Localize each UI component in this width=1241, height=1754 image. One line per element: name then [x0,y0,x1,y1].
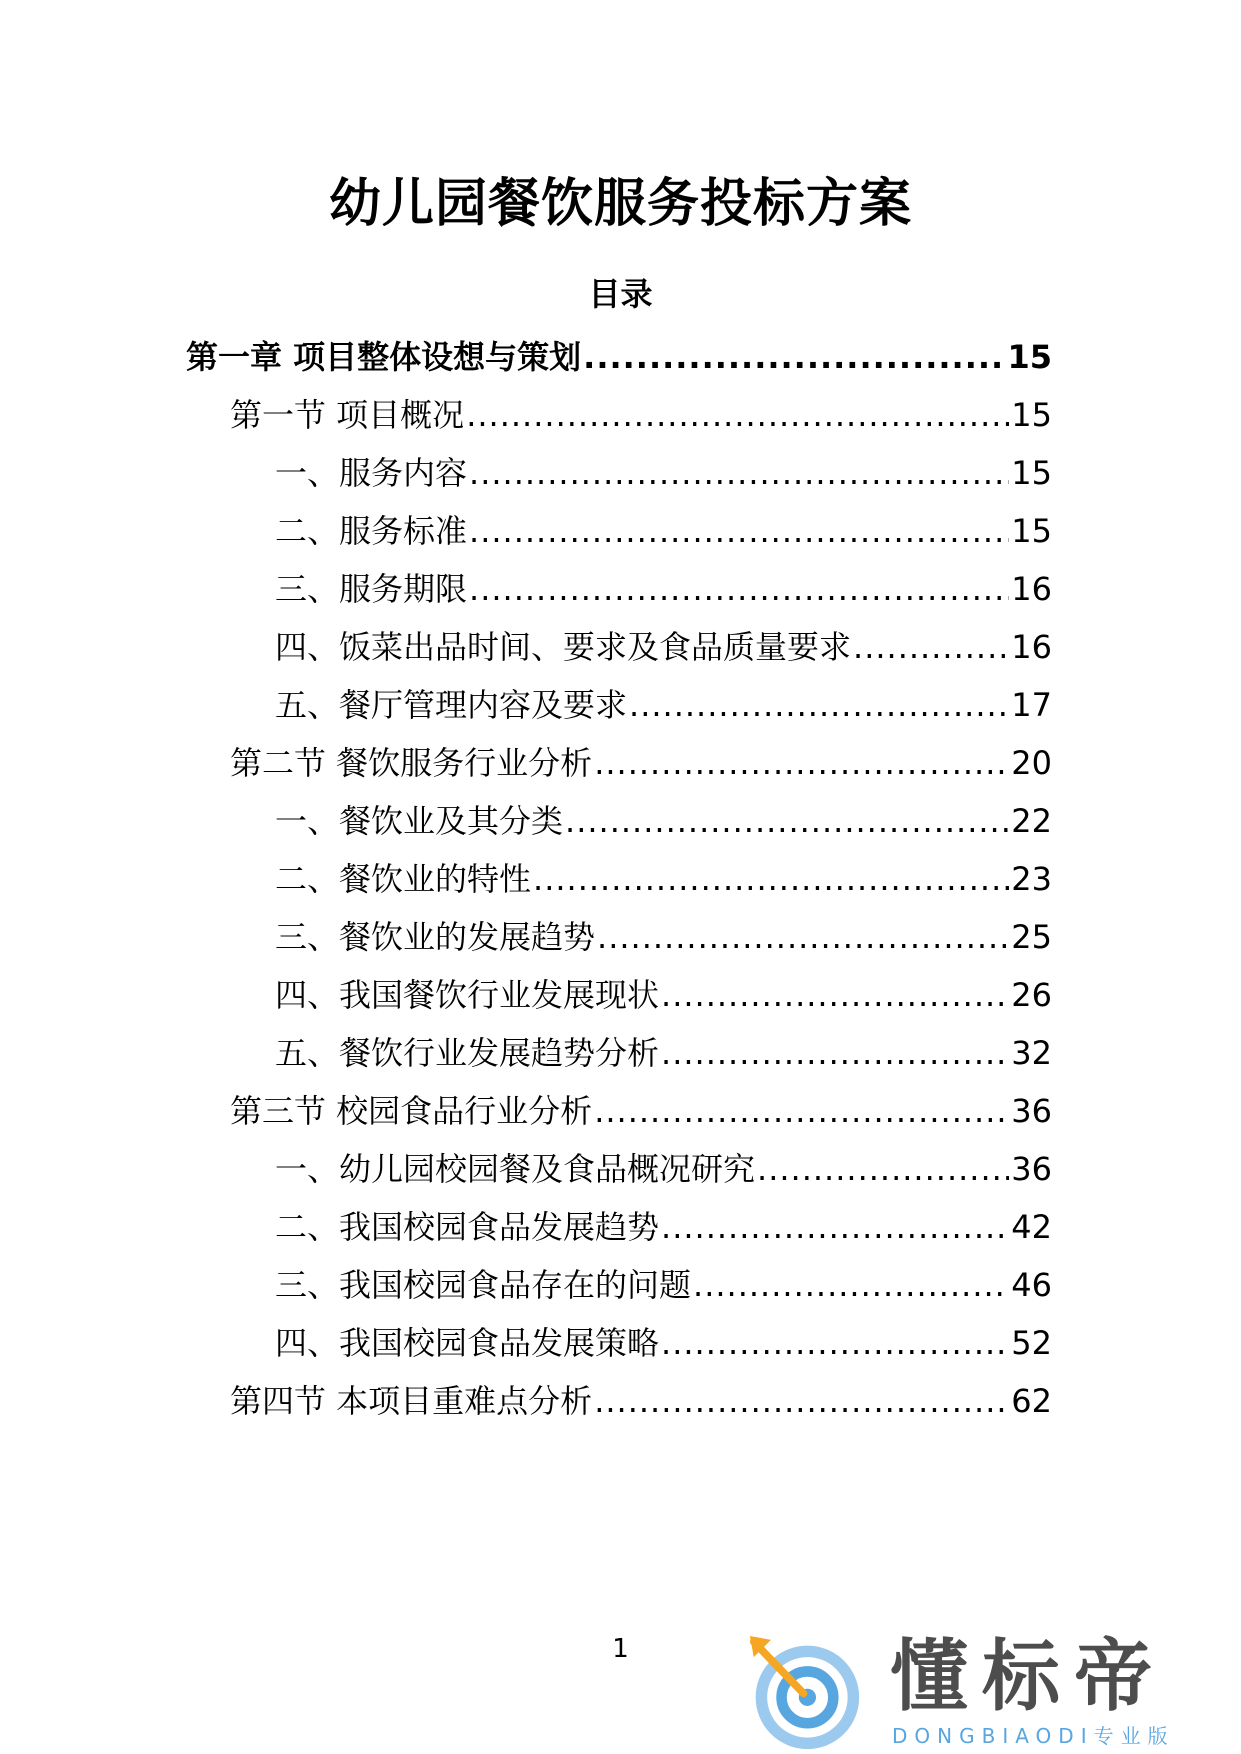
toc-entry-label: 四、饭菜出品时间、要求及食品质量要求 [275,628,852,666]
toc-entry[interactable] [275,801,1052,841]
toc-entry[interactable] [275,627,1052,667]
toc-entry-page: 23 [1011,860,1052,898]
toc-leader-dots [594,743,1009,783]
toc-entry-page: 20 [1011,744,1052,782]
watermark-subtitle: DONGBIAODI专业版 [892,1724,1175,1748]
toc-entry-label: 二、餐饮业的特性 [275,860,532,898]
toc-entry[interactable] [275,1323,1052,1363]
toc-leader-dots [583,337,1005,377]
toc-leader-dots [661,975,1009,1015]
toc-entry-page: 25 [1011,918,1052,956]
toc-entry-page: 15 [1011,396,1052,434]
target-arrow-icon [748,1636,863,1751]
toc-entry[interactable] [275,1033,1052,1073]
toc-entry-page: 52 [1011,1324,1052,1362]
toc-entry-page: 32 [1011,1034,1052,1072]
toc-entry[interactable] [275,511,1052,551]
toc-entry-label: 一、服务内容 [275,454,468,492]
toc-entry-page: 15 [1011,512,1052,550]
toc-entry-label: 第一节 项目概况 [230,396,465,434]
toc-entry[interactable] [275,975,1052,1015]
toc-entry-page: 42 [1011,1208,1052,1246]
toc-entry[interactable] [275,1207,1052,1247]
toc-leader-dots [466,395,1009,435]
toc-entry-page: 36 [1011,1092,1052,1130]
toc-leader-dots [594,1381,1009,1421]
toc-entry[interactable] [230,743,1052,783]
toc-entry-label: 五、餐厅管理内容及要求 [275,686,628,724]
toc-leader-dots [469,511,1009,551]
toc-leader-dots [757,1149,1009,1189]
toc-leader-dots [597,917,1009,957]
toc-entry-page: 16 [1011,628,1052,666]
toc-leader-dots [693,1265,1009,1305]
toc-entry-page: 16 [1011,570,1052,608]
toc-entry[interactable] [230,1381,1052,1421]
toc-entry-label: 第二节 餐饮服务行业分析 [230,744,593,782]
toc-entry[interactable] [275,917,1052,957]
toc-entry-page: 26 [1011,976,1052,1014]
toc-entry-page: 36 [1011,1150,1052,1188]
toc-entry-label: 四、我国校园食品发展策略 [275,1324,660,1362]
toc-entry-page: 62 [1011,1382,1052,1420]
toc-entry[interactable] [230,1091,1052,1131]
toc-leader-dots [594,1091,1009,1131]
toc-entry-page: 15 [1007,338,1052,376]
toc-entry[interactable] [275,453,1052,493]
toc-entry-page: 15 [1011,454,1052,492]
toc-entry-label: 二、服务标准 [275,512,468,550]
toc-entry-label: 一、餐饮业及其分类 [275,802,564,840]
toc-entry[interactable] [275,1149,1052,1189]
toc-entry-label: 第三节 校园食品行业分析 [230,1092,593,1130]
toc-entry-label: 二、我国校园食品发展趋势 [275,1208,660,1246]
toc-entry-label: 三、服务期限 [275,570,468,608]
page-number: 1 [612,1634,629,1664]
toc-entry[interactable] [275,859,1052,899]
toc-leader-dots [629,685,1009,725]
toc-entry[interactable] [275,569,1052,609]
toc-entry[interactable] [275,1265,1052,1305]
document-title: 幼儿园餐饮服务投标方案 [328,174,912,234]
toc-leader-dots [853,627,1009,667]
toc-entry-label: 三、餐饮业的发展趋势 [275,918,596,956]
toc-leader-dots [469,453,1009,493]
watermark-brand: 懂标帝 [890,1632,1167,1722]
toc-entry-page: 22 [1011,802,1052,840]
toc-leader-dots [661,1323,1009,1363]
toc-leader-dots [469,569,1009,609]
toc-entry-page: 17 [1011,686,1052,724]
toc-heading: 目录 [588,275,653,313]
toc-entry-page: 46 [1011,1266,1052,1304]
toc-leader-dots [565,801,1009,841]
toc-entry-label: 一、幼儿园校园餐及食品概况研究 [275,1150,756,1188]
toc-entry-label: 四、我国餐饮行业发展现状 [275,976,660,1014]
watermark [740,1626,1220,1754]
toc-leader-dots [661,1033,1009,1073]
toc-entry-label: 第一章 项目整体设想与策划 [186,338,582,376]
toc-leader-dots [661,1207,1009,1247]
toc-entry[interactable] [275,685,1052,725]
toc-entry[interactable] [230,395,1052,435]
toc-entry-label: 三、我国校园食品存在的问题 [275,1266,692,1304]
toc-entry-label: 五、餐饮行业发展趋势分析 [275,1034,660,1072]
toc-entry[interactable] [186,337,1052,377]
toc-entry-label: 第四节 本项目重难点分析 [230,1382,593,1420]
toc-leader-dots [533,859,1009,899]
